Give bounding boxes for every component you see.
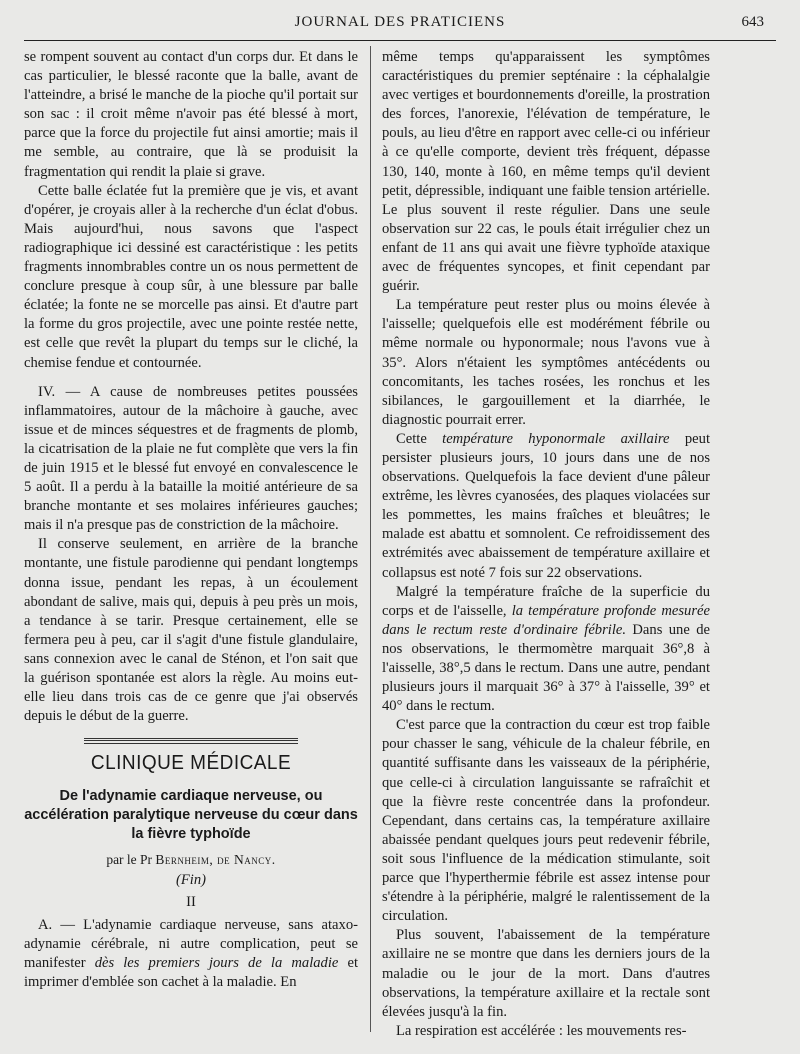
byline [24,850,358,869]
text-run: Malgré la température fraîche de la superficie du corps et de l'aisselle, [382,583,710,619]
byline-prefix: par le Pr [106,852,153,868]
journal-title: JOURNAL DES PRATICIENS [294,14,506,30]
paragraph: Il conserve seulement, en arrière de la branche montante, une fistule parodienne qui pendant longtemps donna issue, pendant les repas, à un écoulement abondant de salive, mais qui, depuis à peu près un mois, a tendance à se tarir. Presque certainement, elle se fermera peu à peu, car il s'agit d'une fistule glandulaire, sans connexion avec le canal de Sténon, et l'on sait que la guérison spontanée est alors la règle. Au moins eut-elle lieu dans trois cas de ce genre que j'ai observés depuis le début de la guerre. [24,536,358,725]
text-run: Dans une de nos observations, le thermomètre marquait 36°,8 à l'aisselle, 38°,5 dans le rectum. Dans une autre, pendant plusieurs jours il marquait 36° à 37° à l'aisselle, 39° et 40° dans le rectum. [382,621,710,715]
emphasis: dès les premiers jours de la maladie [94,954,339,971]
page-number: 643 [741,14,764,30]
paragraph: même temps qu'apparaissent les symptômes caractéristiques du premier septénaire : la céphalalgie avec vertiges et bourdonnements d'oreille, la prostration des forces, l'anorexie, l'élévation de température, le pouls, au lieu d'être en rapport avec celle-ci ou inférieur à ce qu'elle comporte, devient très fréquent, dépasse 130, 140, monte à 160, en même temps qu'il devient petit, dépressible, indiquant une faible tension artérielle. Le plus souvent il reste régulier. Dans une seule observation sur 22 cas, le pouls était irrégulier chez un enfant de 11 ans qui avait une fièvre typhoïde ataxique avec de fréquentes syncopes, et finit cependant par guérir. [382,49,710,295]
paragraph [382,430,710,583]
right-column [382,48,710,1041]
text-run: A. — L'adynamie cardiaque nerveuse, sans ataxo-adynamie cérébrale, ni autre complication, peut se manifester [24,916,358,971]
paragraph: Cette balle éclatée fut la première que je vis, et avant d'opérer, je croyais aller à la recherche d'un éclat d'obus. Mais aujourd'hui, nous savons que l'aspect radiographique ici dessiné est caractéristique : les petits fragments innombrables contre un os nous permettent de conclure presque à coup sûr, à une blessure par balle éclatée; la fonte ne se morcelle pas ainsi. Et d'autre part la forme du gros projectile, avec une pointe restée nette, est celle que revêt la plupart du temps sur le cliché, la chemise fendue et contournée. [24,182,358,371]
paragraph: IV. — A cause de nombreuses petites poussées inflammatoires, autour de la mâchoire à gauche, avec issue et de minces séquestres et de fragments de plomb, la cicatrisation de la plaie ne fut complète que vers la fin de juin 1915 et le blessé fut envoyé en convalescence le 5 août. Il a perdu à la bataille la moitié antérieure de sa branche montante et ses molaires inférieures gauches; mais il n'a presque pas de constriction de la mâchoire. [24,383,358,534]
paragraph: C'est parce que la contraction du cœur est trop faible pour chasser le sang, véhicule de la chaleur fébrile, en quantité suffisante dans les vaisseaux de la périphérie, que celle-ci à circulation languissante se rafraîchit et que la fièvre reste concentrée dans la profondeur. Cependant, dans certains cas, la température axillaire abaissée pendant quelques jours peut redevenir fébrile, soit sous l'influence de la médication stimulante, soit parce que l'hyperthermie fébrile est assez intense pour s'étendre à la périphérie, malgré le ralentissement de la circulation. [382,717,710,925]
text-run: et imprimer d'emblée son cachet à la maladie. En [24,954,358,990]
emphasis: la température profonde mesurée dans le rectum reste d'ordinaire fébrile. [382,602,710,638]
running-head [24,14,776,36]
header-rule [24,40,776,41]
text-run: peut persister plusieurs jours, 10 jours dans une de nos observations. Quelquefois la face devient d'une pâleur extrême, les lèvres cyanosées, des plaques violacées sur les pommettes, les mains fraîches et bleuâtres; le malade est abattu et somnolent. Ce refroidissement des extrémités avec abaissement de température axillaire et collapsus est noté 7 fois sur 22 observations. [382,430,710,581]
article-title: De l'adynamie cardiaque nerveuse, ou accélération paralytique nerveuse du cœur dans la fièvre typhoïde [24,788,358,843]
left-column [24,48,358,992]
text-run: Cette [396,430,443,447]
section-title: CLINIQUE MÉDICALE [90,752,292,775]
paragraph [24,916,358,992]
column-divider [370,46,371,1032]
section-rule [84,738,298,744]
paragraph: La respiration est accélérée : les mouvements res- [396,1022,687,1039]
paragraph [382,583,710,717]
part-number: II [186,893,196,910]
paragraph: La température peut rester plus ou moins élevée à l'aisselle; quelquefois elle est modérément fébrile ou même normale ou hyponormale; nous l'avons vue à 35°. Alors n'étaient les symptômes antécédents ou concomitants, les taches rosées, les ronchus et les sibilances, le gargouillement et la diarrhée, le diagnostic pourrait errer. [382,297,710,428]
paragraph: Plus souvent, l'abaissement de la température axillaire ne se montre que dans les derniers jours de la maladie ou le jour de la mort. Dans d'autres observations, la température axillaire et la rectale sont élevées jusqu'à la fin. [382,927,710,1020]
byline-author: Bernheim, de Nancy. [155,852,276,868]
fin-label: (Fin) [176,872,206,889]
paragraph: se rompent souvent au contact d'un corps dur. Et dans le cas particulier, le blessé raconte que la balle, avant de l'atteindre, a brisé le manche de la pioche qu'il portait sur son sac : il croit même n'avoir pas été blessé à mort, parce que la force du projectile fut ainsi amortie; mais il me semble, au contraire, que là se produisit la fragmentation qui rendit la plaie si grave. [24,49,358,180]
emphasis: température hyponormale axillaire [442,430,670,447]
